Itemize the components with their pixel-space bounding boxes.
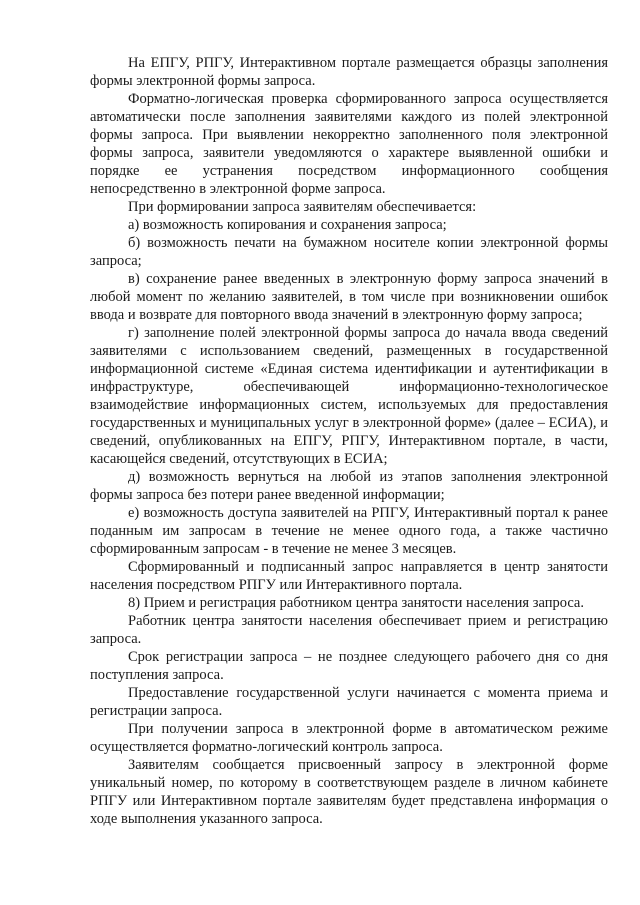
document-page [90, 54, 608, 828]
list-item-g: г) заполнение полей электронной формы запроса до начала ввода сведений заявителями с использованием сведений, размещенных в государственной информационной системе «Единая система идентификации и аутентификации в инфраструктуре, обеспечивающей информационно-технологическое взаимодействие информационных систем, используемых для предоставления государственных и муниципальных услуг в электронной форме» (далее – ЕСИА), и сведений, опубликованных на ЕПГУ, РПГУ, Интерактивном портале, в части, касающейся сведений, отсутствующих в ЕСИА; [90, 325, 608, 467]
list-item-e: е) возможность доступа заявителей на РПГУ, Интерактивный портал к ранее поданным им запросам в течение не менее одного года, а также частично сформированным запросам - в течение не менее 3 месяцев. [90, 505, 608, 557]
paragraph-service-start: Предоставление государственной услуги начинается с момента приема и регистрации запроса. [90, 685, 608, 719]
paragraph-portal-samples: На ЕПГУ, РПГУ, Интерактивном портале размещается образцы заполнения формы электронной формы запроса. [90, 55, 608, 89]
section-heading-8: 8) Прием и регистрация работником центра занятости населения запроса. [128, 595, 584, 611]
paragraph-worker-registration: Работник центра занятости населения обеспечивает прием и регистрацию запроса. [90, 613, 608, 647]
paragraph-unique-number: Заявителям сообщается присвоенный запросу в электронной форме уникальный номер, по которому в соответствующем разделе в личном кабинете РПГУ или Интерактивном портале заявителям будет представлена информация о ходе выполнения указанного запроса. [90, 757, 608, 827]
paragraph-registration-term: Срок регистрации запроса – не позднее следующего рабочего дня со дня поступления запроса. [90, 649, 608, 683]
list-item-a: а) возможность копирования и сохранения запроса; [128, 217, 447, 233]
paragraph-format-check: Форматно-логическая проверка сформированного запроса осуществляется автоматически после заполнения заявителями каждого из полей электронной формы запроса. При выявлении некорректно заполненного поля электронной формы запроса, заявители уведомляются о характере выявленной ошибки и порядке ее устранения посредством информационного сообщения непосредственно в электронной форме запроса. [90, 91, 608, 197]
paragraph-request-sent: Сформированный и подписанный запрос направляется в центр занятости населения посредством РПГУ или Интерактивного портала. [90, 559, 608, 593]
list-item-v: в) сохранение ранее введенных в электронную форму запроса значений в любой момент по желанию заявителей, в том числе при возникновении ошибок ввода и возврате для повторного ввода значений в электронную форму запроса; [90, 271, 608, 323]
paragraph-request-provisions: При формировании запроса заявителям обеспечивается: [128, 199, 477, 215]
paragraph-auto-control: При получении запроса в электронной форме в автоматическом режиме осуществляется форматно-логический контроль запроса. [90, 721, 608, 755]
list-item-d: д) возможность вернуться на любой из этапов заполнения электронной формы запроса без потери ранее введенной информации; [90, 469, 608, 503]
list-item-b: б) возможность печати на бумажном носителе копии электронной формы запроса; [90, 235, 608, 269]
